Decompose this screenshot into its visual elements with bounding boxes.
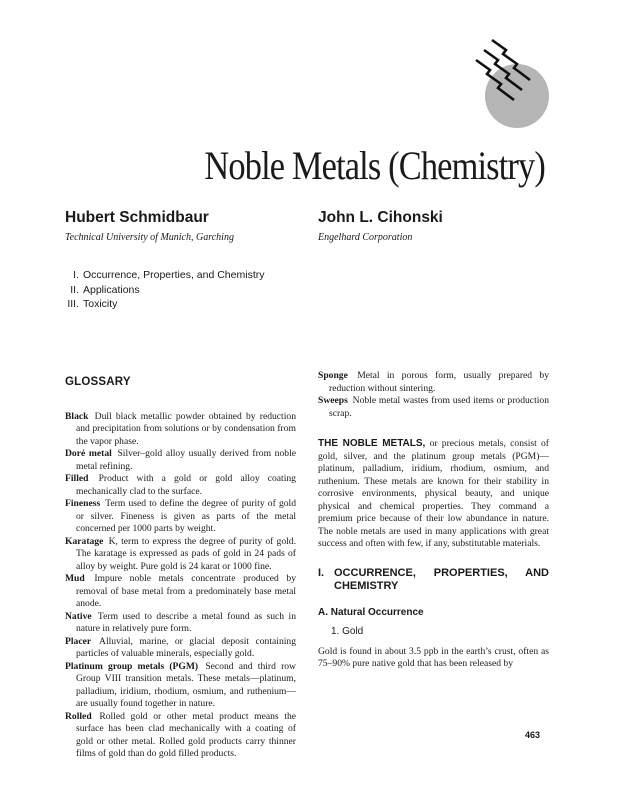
glossary-definition: K, term to express the degree of purity of gold. The karatage is expressed as pads of gold in 24 pads of alloy by weight. Pure gold is 24 karat or 1000 fine. [76,535,296,572]
author-name: Hubert Schmidbaur [65,209,209,226]
glossary-entry [65,711,296,761]
outline-item [60,297,264,312]
glossary-entry [65,611,296,636]
glossary-definition: Dull black metallic powder obtained by reduction and precipitation from solutions or by condensation from the vapor phase. [76,410,296,447]
outline-label: Toxicity [83,298,118,310]
author-block-2 [318,208,443,245]
glossary-definition: Product with a gold or gold alloy coating mechanically clad to the surface. [76,473,296,497]
glossary-term: Karatage [65,535,104,547]
glossary-definition: Metal in porous form, usually prepared by reduction without sintering. [329,370,549,394]
glossary-entry [65,498,296,536]
glossary-definition: Silver–gold alloy usually derived from noble metal refining. [76,448,296,472]
intro-lead: THE NOBLE METALS, [318,438,426,449]
glossary-term: Sponge [318,370,348,381]
page-title: Noble Metals (Chemistry) [204,143,545,188]
outline-number: I. [73,269,79,281]
author-affiliation: Technical University of Munich, Garching [65,232,234,243]
glossary-term: Platinum group metals (PGM) [65,660,199,672]
glossary-term: Sweeps [318,395,348,406]
glossary-entry [65,411,296,449]
glossary-definition: Term used to describe a metal found as such in nature in relatively pure form. [76,610,296,634]
outline-item [60,283,264,298]
outline-item [60,268,264,283]
glossary-entry [65,448,296,473]
glossary-term: Black [65,410,89,422]
author-name: John L. Cihonski [318,209,443,226]
glossary-definition: Impure noble metals concentrate produced by removal of base metal from a predominately base metal anode. [76,573,296,609]
intro-paragraph [318,438,549,551]
glossary-definition: Term used to define the degree of purity of gold or silver. Fineness is given as parts of the metal concerned per 1000 parts by weight. [76,498,296,534]
glossary-entry [65,636,296,661]
glossary-entry [318,370,549,395]
glossary-heading: GLOSSARY [65,376,131,388]
glossary-entry [65,536,296,574]
glossary-entry [65,473,296,498]
right-column [318,370,549,671]
article-outline [60,268,264,312]
outline-number: III. [67,298,79,310]
logo-circle [485,64,549,128]
intro-text: or precious metals, consist of gold, silver, and the platinum group metals (PGM)—platinum, palladium, iridium, rhodium, osmium, and ruthenium. These metals are known for their stability in corrosive environments, physical beauty, and unique physical and chemical properties. They command a premium price because of their low abundance in nature. The noble metals are used in many applications with great success and often with few, if any, substitutable materials. [318,438,549,549]
outline-number: II. [70,283,79,296]
section-number: I. [318,566,325,579]
author-affiliation: Engelhard Corporation [318,232,413,243]
subsection-heading: A. Natural Occurrence [318,606,424,618]
section-paragraph: Gold is found in about 3.5 ppb in the earth’s crust, often as 75–90% pure native gold that has been released by [318,645,549,669]
glossary-term: Rolled [65,710,92,722]
glossary-term: Mud [65,573,85,584]
glossary-definition: Alluvial, marine, or glacial deposit containing particles of valuable minerals, especially gold. [76,635,296,659]
glossary-entry [65,573,296,611]
glossary-definition: Rolled gold or other metal product means the surface has been clad mechanically with a coating of gold or other metal. Rolled gold products carry thinner films of gold than do gold filled products. [76,710,296,759]
outline-label: Occurrence, Properties, and Chemistry [83,269,265,281]
page-number: 463 [525,730,541,740]
glossary-definition: Second and third row Group VIII transition metals. These metals—platinum, palladium, iridium, rhodium, osmium, and ruthenium—are usually found together in nature. [76,660,296,709]
glossary-term: Doré metal [65,448,112,459]
glossary-entry [65,661,296,711]
glossary-term: Filled [65,473,89,484]
left-column [65,370,296,761]
glossary-entry [318,395,549,420]
publisher-logo [458,36,568,136]
section-title: OCCURRENCE, PROPERTIES, AND CHEMISTRY [334,566,549,592]
author-block-1 [65,208,234,245]
glossary-term: Placer [65,635,92,647]
subsubsection-heading: 1. Gold [331,626,364,637]
section-heading [318,567,549,593]
glossary-term: Native [65,610,92,622]
glossary-term: Fineness [65,498,101,509]
outline-label: Applications [83,283,140,296]
glossary-definition: Noble metal wastes from used items or production scrap. [329,395,549,419]
